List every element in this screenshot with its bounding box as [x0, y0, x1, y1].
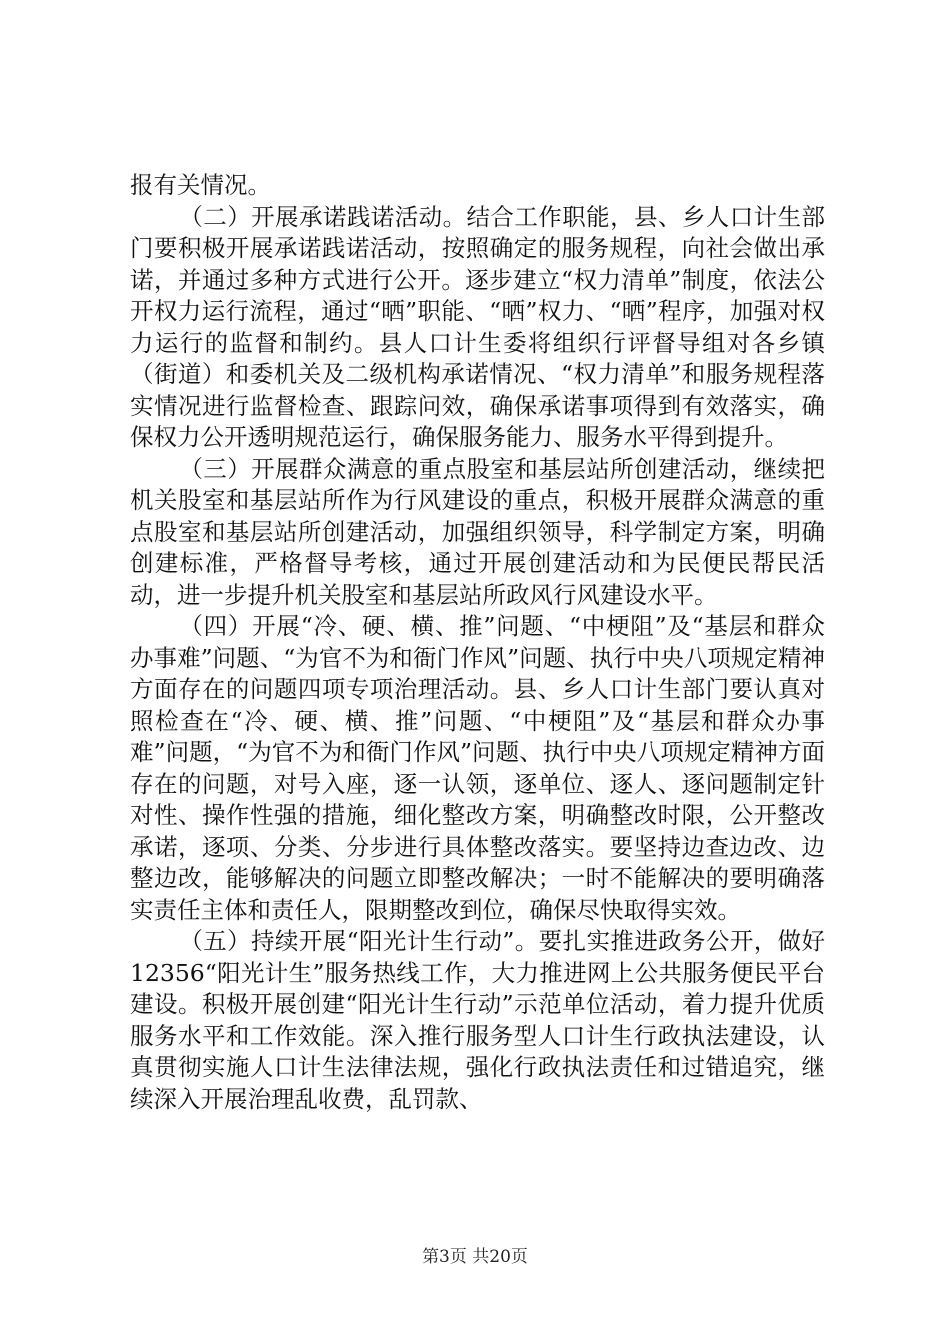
paragraph-continuation: 报有关情况。 — [130, 171, 271, 199]
paragraph-section-3: （三）开展群众满意的重点股室和基层站所创建活动，继续把机关股室和基层站所作为行风建设的重点，积极开展群众满意的重点股室和基层站所创建活动，加强组织领导，科学制定方案，明确创建标准，严格督导考核，通过开展创建活动和为民便民帮民活动，进一步提升机关股室和基层站所政风行风建设水平。 — [130, 454, 825, 609]
page-number-footer: 第3页 共20页 — [422, 1247, 528, 1267]
paragraph-section-2: （二）开展承诺践诺活动。结合工作职能，县、乡人口计生部门要积极开展承诺践诺活动，按照确定的服务规程，向社会做出承诺，并通过多种方式进行公开。逐步建立“权力清单”制度，依法公开权力运行流程，通过“晒”职能、“晒”权力、“晒”程序，加强对权力运行的监督和制约。县人口计生委将组织行评督导组对各乡镇（街道）和委机关及二级机构承诺情况、“权力清单”和服务规程落实情况进行监督检查、跟踪问效，确保承诺事项得到有效落实，确保权力公开透明规范运行，确保服务能力、服务水平得到提升。 — [130, 202, 825, 451]
paragraph-section-4: （四）开展“冷、硬、横、推”问题、“中梗阻”及“基层和群众办事难”问题、“为官不为和衙门作风”问题、执行中央八项规定精神方面存在的问题四项专项治理活动。县、乡人口计生部门要认真对照检查在“冷、硬、横、推”问题、“中梗阻”及“基层和群众办事难”问题，“为官不为和衙门作风”问题、执行中央八项规定精神方面存在的问题，对号入座，逐一认领，逐单位、逐人、逐问题制定针对性、操作性强的措施，细化整改方案，明确整改时限，公开整改承诺，逐项、分类、分步进行具体整改落实。要坚持边查边改、边整边改，能够解决的问题立即整改解决；一时不能解决的要明确落实责任主体和责任人，限期整改到位，确保尽快取得实效。 — [130, 612, 825, 924]
paragraph-section-5: （五）持续开展“阳光计生行动”。要扎实推进政务公开，做好12356“阳光计生”服务热线工作，大力推进网上公共服务便民平台建设。积极开展创建“阳光计生行动”示范单位活动，着力提升优质服务水平和工作效能。深入推行服务型人口计生行政执法建设，认真贯彻实施人口计生法律法规，强化行政执法责任和过错追究，继续深入开展治理乱收费，乱罚款、 — [130, 927, 825, 1113]
document-body — [130, 170, 825, 1115]
